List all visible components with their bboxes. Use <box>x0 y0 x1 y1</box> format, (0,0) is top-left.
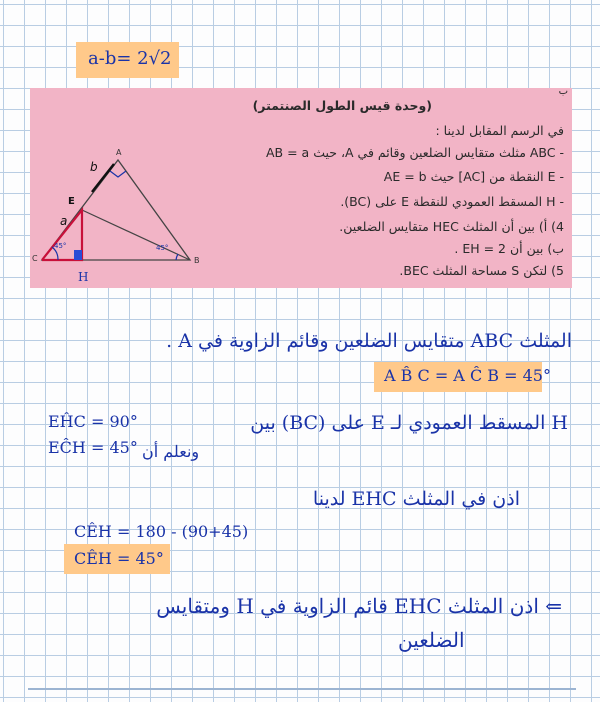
note-line-2-math-1: EĤC = 90° <box>48 412 138 431</box>
label-side-b: b <box>90 160 98 174</box>
note-line-3-math-1: CÊH = 180 - (90+45) <box>74 522 249 541</box>
note-line-3: اذن في المثلث EHC لدينا <box>312 488 520 510</box>
label-side-a: a <box>60 214 68 228</box>
exercise-line-3: - E النقطة من [AC] حيث AE = b <box>383 169 564 184</box>
right-angle-H <box>74 250 82 260</box>
note-line-1-math: A B̂ C = A Ĉ B = 45° <box>384 366 551 385</box>
label-H: H <box>78 270 89 284</box>
label-angle-C: 45° <box>54 242 67 250</box>
note-line-3-math-2: CÊH = 45° <box>74 549 164 568</box>
top-note: a-b= 2√2 <box>88 48 172 69</box>
printed-exercise <box>30 88 572 288</box>
segment-EB <box>82 210 190 260</box>
angle-arc-B <box>176 254 178 260</box>
exercise-line-2: - ABC مثلث متقايس الضلعين وقائم في A، حيث AB = a <box>266 145 564 160</box>
label-B: B <box>194 256 200 265</box>
page-bottom-rule <box>28 688 576 690</box>
note-line-1: المثلث ABC متقايس الضلعين وقائم الزاوية في A . <box>166 330 572 352</box>
right-angle-A <box>110 171 126 177</box>
note-line-4: ⇐ اذن المثلث EHC قائم الزاوية في H ومتقايس <box>156 594 562 618</box>
triangle-figure <box>30 88 220 288</box>
exercise-line-1: في الرسم المقابل لدينا : <box>435 123 564 138</box>
exercise-line-7: 5) لتكن S مساحة المثلث BEC. <box>399 263 564 278</box>
exercise-line-6: ب) بين أن EH = 2 . <box>454 241 564 256</box>
label-C: C <box>32 254 38 263</box>
corner-mark: ب <box>558 86 568 97</box>
label-E: E <box>68 196 75 207</box>
note-line-4-b: الضلعين <box>398 628 465 652</box>
label-A: A <box>116 148 122 157</box>
exercise-line-4: - H المسقط العمودي للنقطة E على (BC). <box>340 194 564 209</box>
note-line-2: H المسقط العمودي لـ E على (BC) بين <box>250 412 568 434</box>
label-angle-B: 45° <box>156 244 169 252</box>
note-line-2-b: ونعلم أن <box>142 442 200 461</box>
note-line-2-math-2: EĈH = 45° <box>48 438 138 457</box>
exercise-line-5: 4) أ) بين أن المثلث HEC متقايس الضلعين. <box>339 219 564 234</box>
exercise-title: (وحدة قيس الطول الصنتمتر) <box>252 98 432 113</box>
